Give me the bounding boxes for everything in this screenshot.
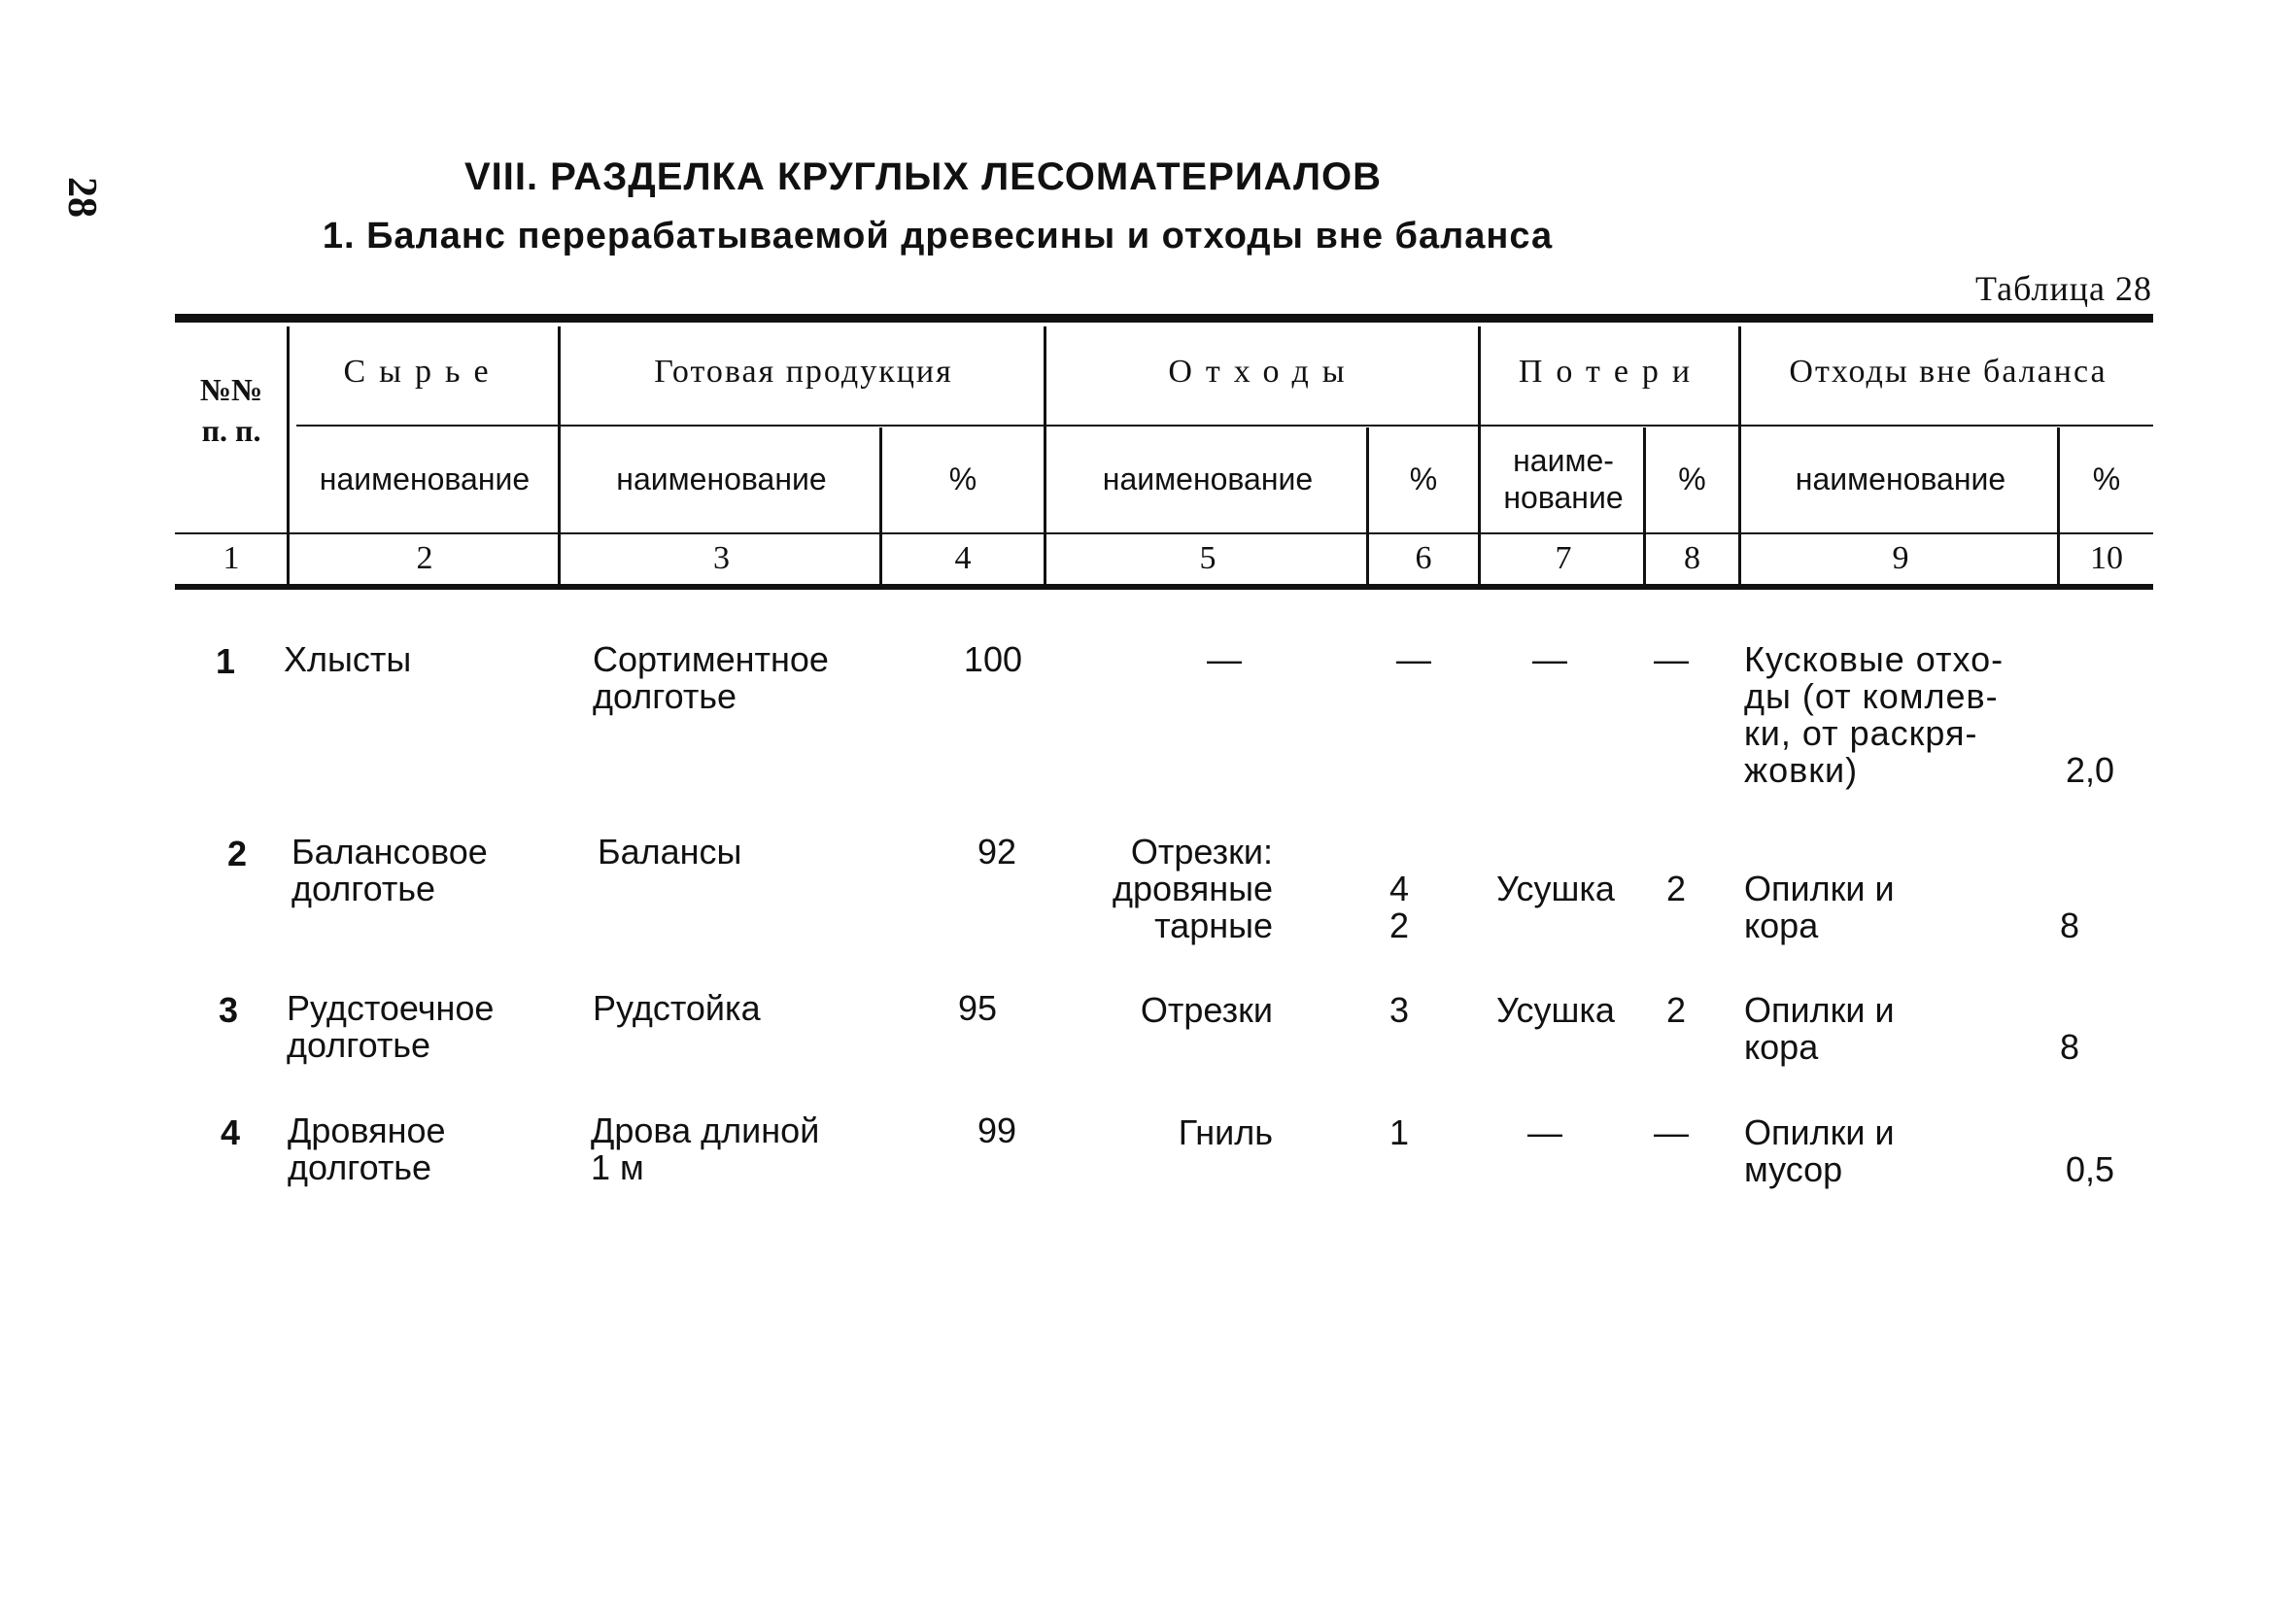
waste-percent: 1 xyxy=(1388,1112,1410,1152)
column-number: 6 xyxy=(1415,540,1432,576)
header-losses-pct: % xyxy=(1678,461,1706,496)
header-vline xyxy=(1738,326,1741,584)
column-number: 7 xyxy=(1555,540,1572,576)
header-offbalance: Отходы вне баланса xyxy=(1789,354,2108,390)
product-name: Дрова длиной 1 м xyxy=(591,1111,820,1187)
header-losses-name: наиме- нование xyxy=(1503,443,1624,515)
header-vline xyxy=(1044,326,1046,584)
header-product-pct: % xyxy=(948,461,977,496)
offbalance-name: Опилки и мусор xyxy=(1744,1112,1895,1189)
column-number: 10 xyxy=(2090,540,2123,576)
column-number: 2 xyxy=(416,540,433,576)
waste-name: Отрезки xyxy=(1140,990,1273,1030)
column-number: 3 xyxy=(713,540,730,576)
section-title: VIII. РАЗДЕЛКА КРУГЛЫХ ЛЕСОМАТЕРИАЛОВ xyxy=(463,155,1383,198)
product-percent: 99 xyxy=(977,1111,1016,1150)
loss-percent: 2 xyxy=(1666,869,1687,908)
waste-name: Отрезки: дровяные тарные xyxy=(1112,832,1273,945)
row-number: 4 xyxy=(221,1112,241,1152)
waste-percent: — xyxy=(1396,639,1431,679)
loss-name: Усушка xyxy=(1496,990,1615,1030)
header-losses: Потери xyxy=(1518,354,1704,390)
header-product: Готовая продукция xyxy=(654,354,953,390)
page-number: 28 xyxy=(59,177,104,218)
header-divider-group xyxy=(296,425,2153,427)
table-subtitle: 1. Баланс перерабатываемой древесины и отходы вне баланса xyxy=(322,216,1554,256)
header-divider-numbers xyxy=(175,532,2153,534)
loss-percent: 2 xyxy=(1666,990,1687,1030)
waste-name: — xyxy=(1207,639,1242,679)
header-vline xyxy=(1478,326,1481,584)
table-top-rule xyxy=(175,314,2153,323)
header-waste-name: наименование xyxy=(1102,461,1314,496)
product-percent: 100 xyxy=(963,639,1022,679)
product-percent: 95 xyxy=(957,988,997,1028)
product-percent: 92 xyxy=(977,832,1016,871)
column-number: 5 xyxy=(1199,540,1217,576)
header-vline xyxy=(287,326,290,584)
loss-name: — xyxy=(1527,1112,1562,1152)
loss-percent: — xyxy=(1654,639,1689,679)
header-raw: Сырье xyxy=(343,354,502,390)
column-number: 9 xyxy=(1892,540,1909,576)
table-label: Таблица 28 xyxy=(1975,269,2152,308)
product-name: Сортиментное долготье xyxy=(593,639,829,716)
offbalance-name: Опилки и кора xyxy=(1744,990,1895,1067)
column-number: 1 xyxy=(223,540,240,576)
row-number: 3 xyxy=(219,990,239,1030)
row-number: 1 xyxy=(216,641,236,681)
raw-material: Дровяное долготье xyxy=(288,1111,446,1187)
header-offbalance-name: наименование xyxy=(1795,461,2006,496)
column-number: 4 xyxy=(954,540,972,576)
header-raw-name: наименование xyxy=(319,461,531,496)
raw-material: Балансовое долготье xyxy=(291,832,488,908)
table-header-bottom-rule xyxy=(175,584,2153,590)
raw-material: Хлысты xyxy=(284,639,412,679)
loss-name: — xyxy=(1532,639,1567,679)
offbalance-name: Кусковые отхо- ды (от комлев- ки, от раскря- жовки) xyxy=(1744,639,2005,790)
header-product-name: наименование xyxy=(616,461,827,496)
header-offbalance-pct: % xyxy=(2092,461,2121,496)
loss-percent: — xyxy=(1654,1112,1689,1152)
offbalance-percent: 2,0 xyxy=(2065,750,2114,790)
raw-material: Рудстоечное долготье xyxy=(287,988,495,1065)
loss-name: Усушка xyxy=(1496,869,1615,908)
product-name: Балансы xyxy=(598,832,742,871)
offbalance-percent: 0,5 xyxy=(2065,1149,2114,1189)
column-number: 8 xyxy=(1684,540,1700,576)
offbalance-percent: 8 xyxy=(2059,1027,2080,1067)
header-no: №№ п. п. xyxy=(199,372,263,448)
header-waste-pct: % xyxy=(1409,461,1438,496)
waste-name: Гниль xyxy=(1178,1112,1273,1152)
header-waste: Отходы xyxy=(1168,354,1358,390)
waste-percent: 3 xyxy=(1388,990,1410,1030)
offbalance-percent: 8 xyxy=(2059,906,2080,945)
offbalance-name: Опилки и кора xyxy=(1744,869,1895,945)
row-number: 2 xyxy=(227,834,248,873)
header-vline xyxy=(558,326,561,584)
product-name: Рудстойка xyxy=(593,988,761,1028)
waste-percent: 4 2 xyxy=(1388,869,1410,945)
